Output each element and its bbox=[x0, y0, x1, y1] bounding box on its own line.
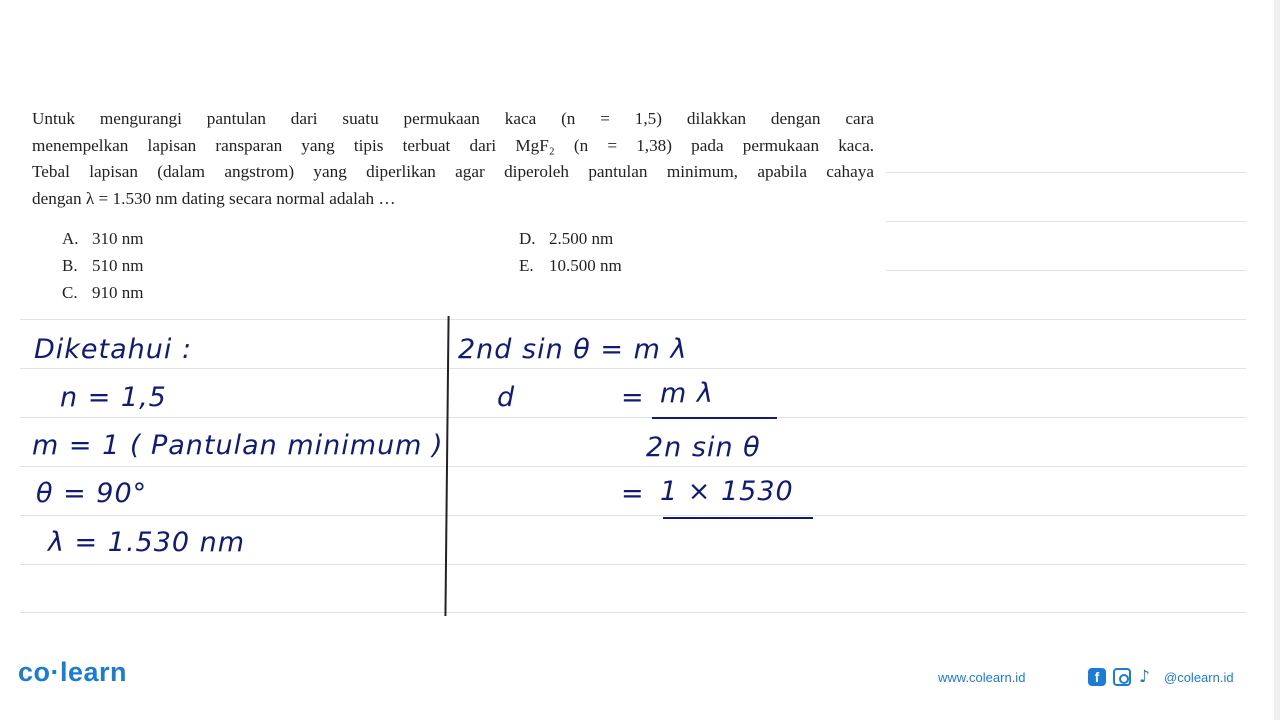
known-theta: θ = 90° bbox=[36, 478, 148, 509]
question-line: dengan λ = 1.530 nm dating secara normal adalah … bbox=[32, 188, 396, 208]
instagram-icon[interactable] bbox=[1113, 668, 1131, 686]
tiktok-icon[interactable]: ♪ bbox=[1139, 667, 1150, 687]
social-handle[interactable]: @colearn.id bbox=[1164, 670, 1234, 685]
equation-interference: 2nd sin θ = m λ bbox=[458, 334, 688, 365]
fraction-bar bbox=[652, 417, 777, 419]
rule-line bbox=[20, 368, 1246, 369]
rule-line bbox=[20, 466, 1246, 467]
option-b bbox=[62, 256, 143, 276]
fraction-bar bbox=[663, 517, 813, 519]
option-c bbox=[62, 283, 143, 303]
option-text: 510 nm bbox=[92, 256, 144, 275]
substitution-numerator: 1 × 1530 bbox=[660, 476, 794, 507]
website-url[interactable]: www.colearn.id bbox=[938, 670, 1026, 685]
rule-line bbox=[20, 417, 1246, 418]
question-line: Tebal lapisan (dalam angstrom) yang diperlikan agar diperoleh pantulan minimum, apabila cahaya bbox=[32, 162, 874, 181]
option-a bbox=[62, 229, 143, 249]
rule-line bbox=[886, 221, 1246, 222]
rule-line bbox=[20, 564, 1246, 565]
known-heading: Diketahui : bbox=[34, 334, 193, 365]
option-letter: C. bbox=[62, 283, 78, 302]
logo-part: learn bbox=[60, 657, 128, 687]
facebook-icon[interactable]: f bbox=[1088, 668, 1106, 686]
colearn-logo bbox=[18, 657, 127, 688]
option-d bbox=[519, 229, 613, 249]
rule-line bbox=[20, 319, 1246, 320]
rule-line bbox=[886, 172, 1246, 173]
option-letter: E. bbox=[519, 256, 534, 275]
option-letter: A. bbox=[62, 229, 79, 248]
rule-line bbox=[886, 270, 1246, 271]
logo-dot: · bbox=[50, 657, 61, 687]
option-letter: B. bbox=[62, 256, 78, 275]
rule-line bbox=[20, 612, 1246, 613]
option-e bbox=[519, 256, 622, 276]
question-line: Untuk mengurangi pantulan dari suatu permukaan kaca (n = 1,5) dilakkan dengan cara bbox=[32, 109, 874, 128]
question-line: menempelkan lapisan ransparan yang tipis terbuat dari MgF₂ (n = 1,38) pada permukaan kaca. bbox=[32, 135, 874, 155]
option-text: 910 nm bbox=[92, 283, 144, 302]
fraction-numerator: m λ bbox=[660, 378, 714, 409]
equals-sign: = bbox=[621, 478, 645, 509]
logo-part: co bbox=[18, 657, 51, 687]
option-letter: D. bbox=[519, 229, 536, 248]
question-text bbox=[32, 106, 874, 212]
known-lambda: λ = 1.530 nm bbox=[48, 527, 246, 558]
known-m: m = 1 ( Pantulan minimum ) bbox=[32, 430, 444, 461]
equation-d-symbol: d bbox=[497, 382, 516, 413]
rule-line bbox=[20, 515, 1246, 516]
right-edge-strip bbox=[1274, 0, 1280, 720]
option-text: 2.500 nm bbox=[549, 229, 614, 248]
option-text: 310 nm bbox=[92, 229, 144, 248]
option-text: 10.500 nm bbox=[549, 256, 622, 275]
fraction-denominator: 2n sin θ bbox=[646, 432, 761, 463]
equals-sign: = bbox=[621, 382, 645, 413]
known-n: n = 1,5 bbox=[60, 382, 167, 413]
